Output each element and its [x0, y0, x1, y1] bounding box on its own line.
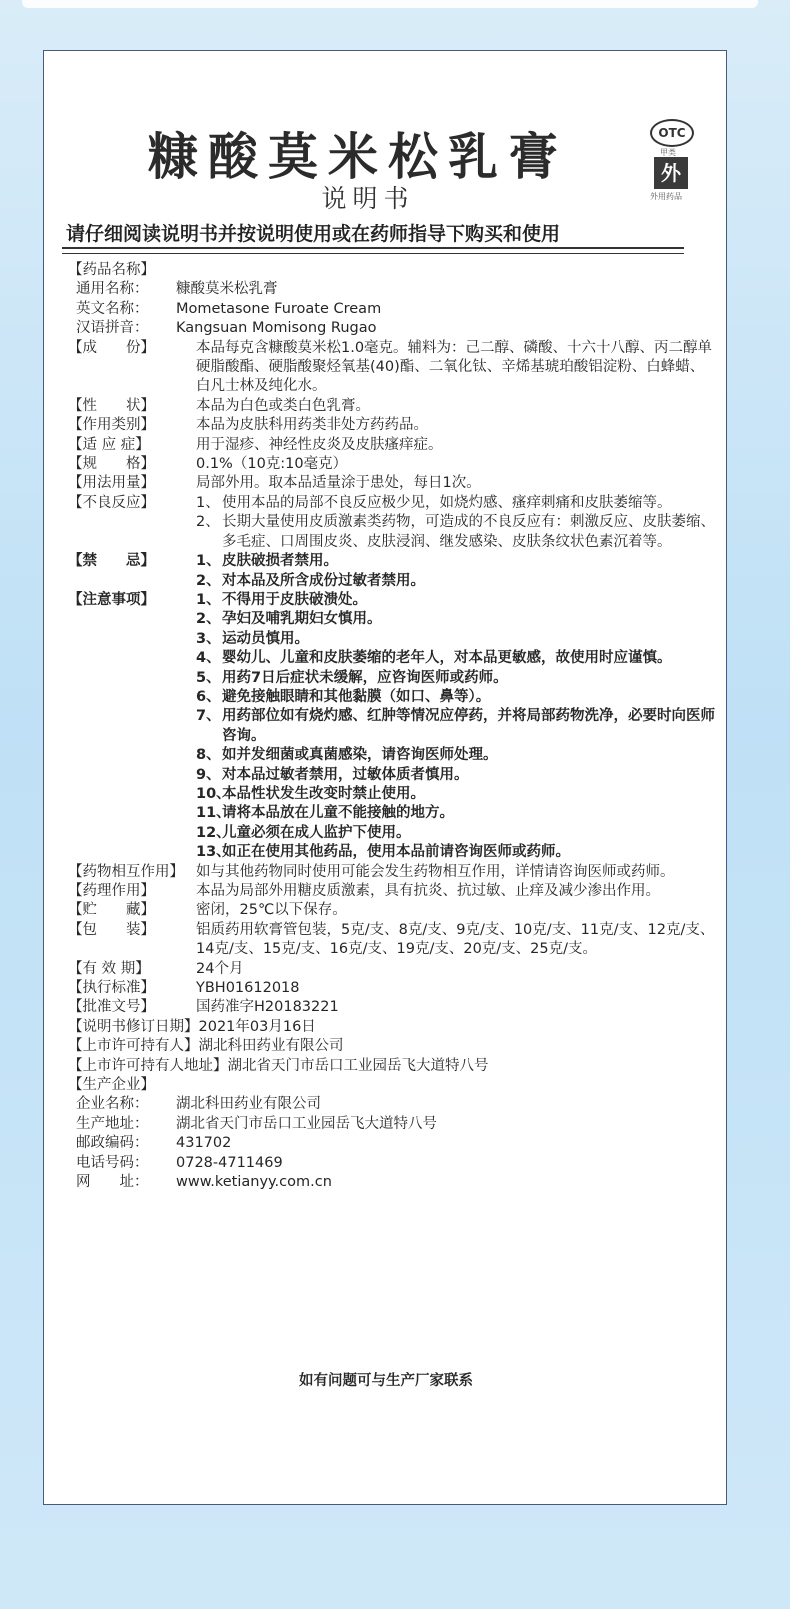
- divider: [62, 253, 684, 254]
- common-name-row: 通用名称： 糠酸莫米松乳膏: [76, 281, 278, 298]
- drug-name-heading: 【药品名称】: [68, 262, 155, 278]
- license-holder-address-row: 【上市许可持有人地址】 湖北省天门市岳口工业园岳飞大道特八号: [68, 1057, 489, 1074]
- list-item: 4、 婴幼儿、儿童和皮肤萎缩的老年人，对本品更敏感，故使用时应谨慎。: [196, 650, 672, 667]
- category-row: 【作用类别】 本品为皮肤科用药类非处方药药品。: [68, 417, 428, 434]
- packaging-row: 【包 装】 铝质药用软膏管包装，5克/支、8克/支、9克/支、10克/支、11克/支、12克/支、14克/支、15克/支、16克/支、19克/支、20克/支、25克/支。: [68, 921, 715, 958]
- license-holder-row: 【上市许可持有人】 湖北科田药业有限公司: [68, 1038, 344, 1055]
- document-subtitle: 说明书: [321, 184, 415, 213]
- indications-row: 【适 应 症】 用于湿疹、神经性皮炎及皮肤瘙痒症。: [68, 436, 443, 453]
- list-item: 5、 用药7日后症状未缓解，应咨询医师或药师。: [196, 669, 508, 686]
- english-name-row: 英文名称： Mometasone Furoate Cream: [76, 300, 382, 317]
- list-item: 6、 避免接触眼睛和其他黏膜（如口、鼻等）。: [196, 688, 491, 705]
- standard-row: 【执行标准】 YBH01612018: [68, 980, 300, 997]
- contact-note: 如有问题可与生产厂家联系: [299, 1373, 473, 1389]
- dosage-row: 【用法用量】 局部外用。取本品适量涂于患处，每日1次。: [68, 475, 481, 492]
- precautions-row: 【注意事项】 1、 不得用于皮肤破溃处。 2、 孕妇及哺乳期妇女慎用。 3、 运动员慎用。 4、 婴幼儿、儿童和皮肤萎缩的老年人，对本品更敏感，故使用时应谨慎。 5、 用药7日后症状未缓解，应咨询医师或药师。 6、 避免接触眼睛和其他黏膜（如口、鼻等）。 7、 用药部位如有烧灼感、红肿等情况应停药，并将局部药物洗净，必要时向医师咨询。 8、 如并发细菌或真菌感染，请咨询医师处理。 9、 对本品过敏者禁用，过敏体质者慎用。 10、 本品性状发生改变时禁止使用。 11、 请将本品放在儿童不能接触的地方。 12、 儿童必须在成人监护下使用。 13、 如正在使用其他药品，使用本品前请咨询医师或药师。: [68, 591, 718, 863]
- external-use-badge-icon: 外: [654, 157, 688, 189]
- revision-date-row: 【说明书修订日期】 2021年03月16日: [68, 1018, 316, 1035]
- list-item: 2、 孕妇及哺乳期妇女慎用。: [196, 611, 382, 628]
- manufacturer-heading: 【生产企业】: [68, 1077, 155, 1094]
- divider: [62, 247, 684, 249]
- list-item: 12、 儿童必须在成人监护下使用。: [196, 824, 411, 841]
- list-item: 7、 用药部位如有烧灼感、红肿等情况应停药，并将局部药物洗净，必要时向医师咨询。: [196, 708, 715, 744]
- list-item: 2、 对本品及所含成份过敏者禁用。: [196, 572, 425, 589]
- otc-badge-icon: OTC: [650, 119, 694, 147]
- manufacturer-name-row: 企业名称： 湖北科田药业有限公司: [76, 1096, 321, 1113]
- composition-row: 【成 份】 本品每克含糠酸莫米松1.0毫克。辅料为：己二醇、磷酸、十六十八醇、丙二醇单硬脂酸酯、硬脂酸聚烃氧基(40)酯、二氧化钛、辛烯基琥珀酸铝淀粉、白蜂蜡、白凡士林及纯化水。: [68, 339, 713, 395]
- list-item: 10、 本品性状发生改变时禁止使用。: [196, 785, 425, 802]
- instruction-sheet: [43, 50, 727, 1505]
- product-title: 糠酸莫米松乳膏: [148, 127, 568, 186]
- otc-caption: 甲类: [660, 148, 676, 157]
- list-item: 13、 如正在使用其他药品，使用本品前请咨询医师或药师。: [196, 844, 570, 861]
- spec-row: 【规 格】 0.1%（10克:10毫克）: [68, 456, 348, 473]
- list-item: 8、 如并发细菌或真菌感染，请咨询医师处理。: [196, 747, 498, 764]
- list-item: 2、 长期大量使用皮质激素类药物，可造成的不良反应有：刺激反应、皮肤萎缩、多毛症、口周围皮炎、皮肤浸润、继发感染、皮肤条纹状色素沉着等。: [196, 514, 715, 550]
- pharmacology-row: 【药理作用】 本品为局部外用糖皮质激素，具有抗炎、抗过敏、止痒及减少渗出作用。: [68, 883, 660, 899]
- storage-row: 【贮 藏】 密闭，25℃以下保存。: [68, 902, 347, 919]
- list-item: 9、 对本品过敏者禁用，过敏体质者慎用。: [196, 766, 469, 783]
- manufacturer-address-row: 生产地址： 湖北省天门市岳口工业园岳飞大道特八号: [76, 1115, 437, 1132]
- list-item: 3、 运动员慎用。: [196, 630, 309, 647]
- list-item: 1、 皮肤破损者禁用。: [196, 553, 338, 570]
- phone-row: 电话号码： 0728-4711469: [76, 1154, 283, 1171]
- top-decor-band: [22, 0, 758, 8]
- instruction-content: [68, 261, 718, 1193]
- list-item: 11、 请将本品放在儿童不能接触的地方。: [196, 805, 454, 822]
- contraindications-row: 【禁 忌】 1、 皮肤破损者禁用。 2、 对本品及所含成份过敏者禁用。: [68, 552, 718, 591]
- validity-row: 【有 效 期】 24个月: [68, 960, 244, 977]
- list-item: 1、 不得用于皮肤破溃处。: [196, 591, 367, 608]
- properties-row: 【性 状】 本品为白色或类白色乳膏。: [68, 397, 370, 414]
- postal-code-row: 邮政编码： 431702: [76, 1135, 232, 1152]
- usage-notice: 请仔细阅读说明书并按说明使用或在药师指导下购买和使用: [66, 223, 561, 245]
- adverse-reactions-row: 【不良反应】 1、 使用本品的局部不良反应极少见，如烧灼感、瘙痒刺痛和皮肤萎缩等。 2、 长期大量使用皮质激素类药物，可造成的不良反应有：刺激反应、皮肤萎缩、多毛症、口周围皮炎、皮肤浸润、继发感染、皮肤条纹状色素沉着等。: [68, 494, 718, 552]
- pinyin-row: 汉语拼音： Kangsuan Momisong Rugao: [76, 320, 377, 337]
- approval-row: 【批准文号】 国药准字H20183221: [68, 999, 339, 1016]
- interactions-row: 【药物相互作用】 如与其他药物同时使用可能会发生药物相互作用，详情请咨询医师或药师。: [68, 863, 675, 880]
- website-row: 网 址： www.ketianyy.com.cn: [76, 1174, 332, 1191]
- list-item: 1、 使用本品的局部不良反应极少见，如烧灼感、瘙痒刺痛和皮肤萎缩等。: [196, 494, 672, 511]
- external-use-caption: 外用药品: [650, 192, 682, 201]
